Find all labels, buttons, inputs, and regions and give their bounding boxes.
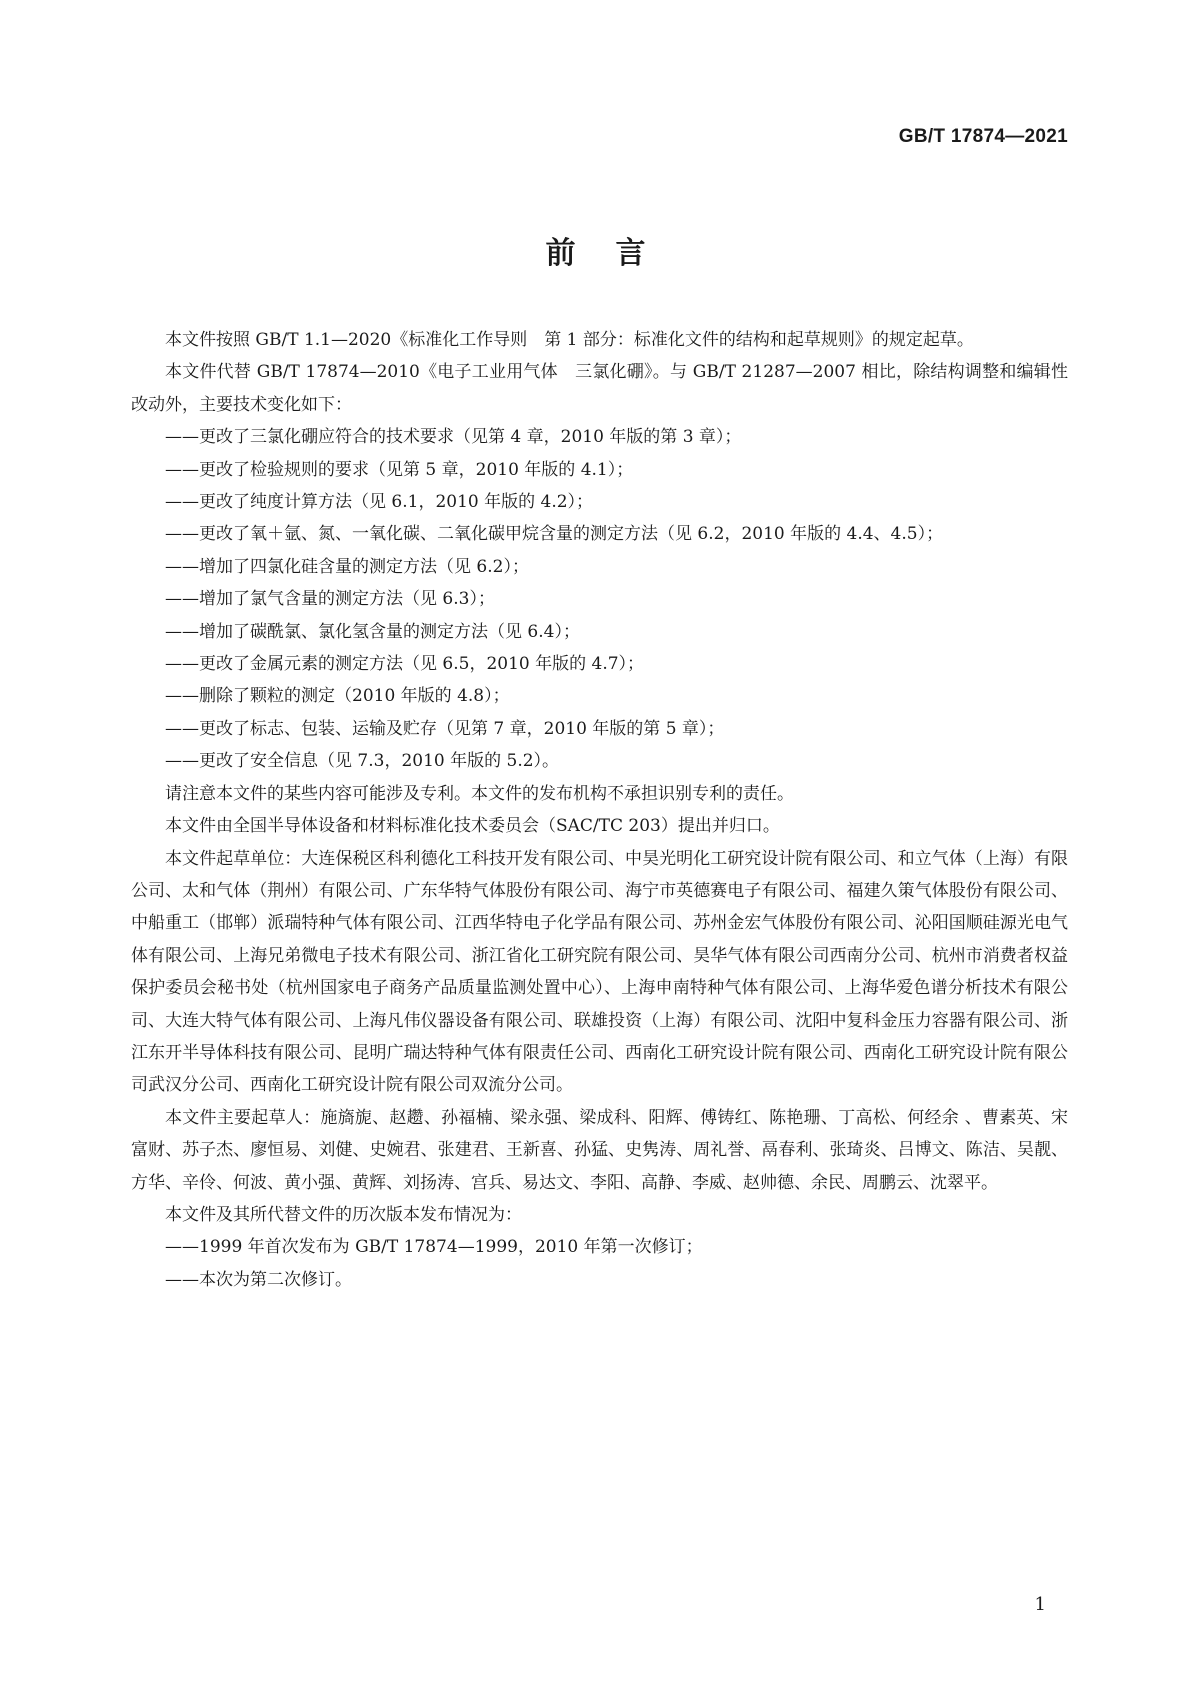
paragraph-drafting-basis: 本文件按照 GB/T 1.1—2020《标准化工作导则 第 1 部分：标准化文件的结构和起草规则》的规定起草。	[165, 330, 974, 350]
change-item: ——更改了纯度计算方法（见 6.1，2010 年版的 4.2）；	[165, 492, 594, 513]
change-item: ——更改了检验规则的要求（见第 5 章，2010 年版的 4.1）；	[165, 459, 634, 480]
change-item: ——更改了氧＋氩、氮、一氧化碳、二氧化碳甲烷含量的测定方法（见 6.2，2010 年版的 4.4、4.5）；	[165, 524, 944, 545]
paragraph-drafting-units: 本文件起草单位：大连保税区科利德化工科技开发有限公司、中昊光明化工研究设计院有限公司、和立气体（上海）有限公司、太和气体（荆州）有限公司、广东华特气体股份有限公司、海宁市英德赛电子有限公司、福建久策气体股份有限公司、中船重工（邯郸）派瑞特种气体有限公司、江西华特电子化学品有限公司、苏州金宏气体股份有限公司、沁阳国顺硅源光电气体有限公司、上海兄弟微电子技术有限公司、浙江省化工研究院有限公司、昊华气体有限公司西南分公司、杭州市消费者权益保护委员会秘书处（杭州国家电子商务产品质量监测处置中心）、上海申南特种气体有限公司、上海华爱色谱分析技术有限公司、大连大特气体有限公司、上海凡伟仪器设备有限公司、联雄投资（上海）有限公司、沈阳中复科金压力容器有限公司、浙江东开半导体科技有限公司、昆明广瑞达特种气体有限责任公司、西南化工研究设计院有限公司、西南化工研究设计院有限公司武汉分公司、西南化工研究设计院有限公司双流分公司。	[131, 848, 1068, 1096]
history-item: ——本次为第二次修订。	[165, 1269, 352, 1290]
change-item: ——增加了碳酰氯、氯化氢含量的测定方法（见 6.4）；	[165, 621, 580, 642]
change-item: ——删除了颗粒的测定（2010 年版的 4.8）；	[165, 686, 510, 707]
paragraph-replacement: 本文件代替 GB/T 17874—2010《电子工业用气体 三氯化硼》。与 GB/T 21287—2007 相比，除结构调整和编辑性改动外，主要技术变化如下：	[131, 362, 1068, 415]
paragraph-committee: 本文件由全国半导体设备和材料标准化技术委员会（SAC/TC 203）提出并归口。	[165, 816, 780, 837]
standard-number-header: GB/T 17874—2021	[898, 126, 1068, 147]
change-item: ——更改了金属元素的测定方法（见 6.5，2010 年版的 4.7）；	[165, 654, 645, 675]
paragraph-version-history: 本文件及其所代替文件的历次版本发布情况为：	[165, 1204, 522, 1225]
page-number: 1	[1034, 1594, 1046, 1615]
change-item: ——增加了四氯化硅含量的测定方法（见 6.2）；	[165, 556, 529, 577]
change-item: ——增加了氯气含量的测定方法（见 6.3）；	[165, 589, 495, 610]
change-item: ——更改了安全信息（见 7.3，2010 年版的 5.2）。	[165, 751, 560, 772]
change-item: ——更改了标志、包装、运输及贮存（见第 7 章，2010 年版的第 5 章）；	[165, 718, 725, 739]
document-body	[131, 324, 1068, 1296]
change-item: ——更改了三氯化硼应符合的技术要求（见第 4 章，2010 年版的第 3 章）；	[165, 427, 742, 448]
paragraph-drafters: 本文件主要起草人：施旖旎、赵趱、孙福楠、梁永强、梁成科、阳辉、傅铸红、陈艳珊、丁高松、何经余 、曹素英、宋富财、苏子杰、廖恒易、刘健、史婉君、张建君、王新喜、孙猛、史隽涛、周礼誉、鬲春利、张琦炎、吕博文、陈洁、吴靓、方华、辛伶、何波、黄小强、黄辉、刘扬涛、宫兵、易达文、李阳、高静、李威、赵帅德、余民、周鹏云、沈翠平。	[131, 1107, 1068, 1193]
page-title: 前言	[545, 236, 686, 271]
history-item: ——1999 年首次发布为 GB/T 17874—1999，2010 年第一次修订；	[165, 1237, 703, 1258]
paragraph-patent-notice: 请注意本文件的某些内容可能涉及专利。本文件的发布机构不承担识别专利的责任。	[165, 783, 794, 804]
